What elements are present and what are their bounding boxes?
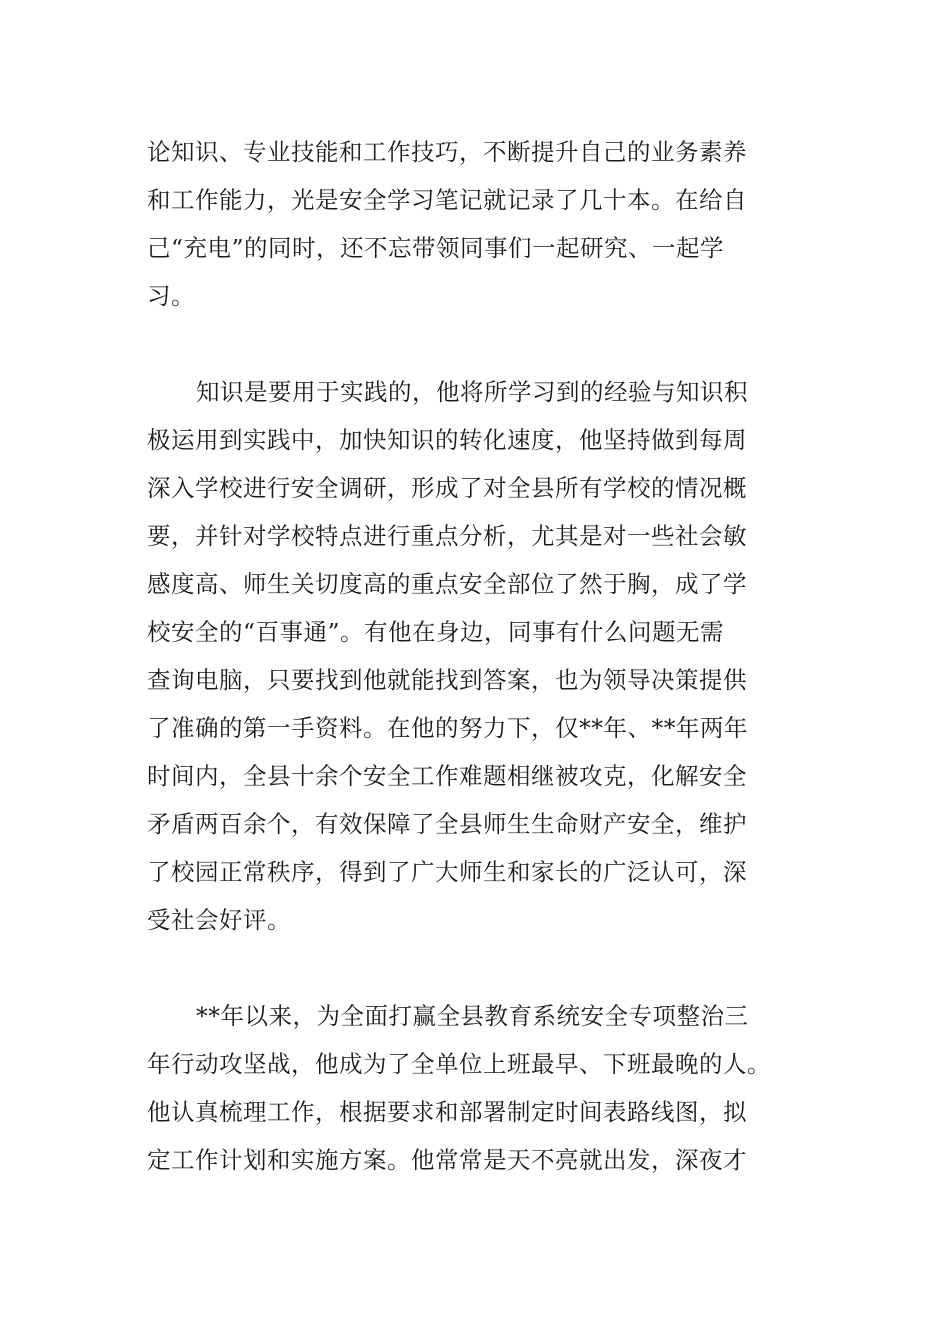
text-line: 习。 <box>147 282 195 310</box>
text-line: 了准确的第一手资料。在他的努力下，仅**年、**年两年 <box>147 714 748 742</box>
text-line: 定工作计划和实施方案。他常常是天不亮就出发，深夜才 <box>147 1146 747 1174</box>
text-line: 查询电脑，只要找到他就能找到答案，也为领导决策提供 <box>147 666 747 694</box>
paragraph-gap <box>147 944 807 992</box>
text-line: 他认真梳理工作，根据要求和部署制定时间表路线图，拟 <box>147 1098 747 1126</box>
text-line: 极运用到实践中，加快知识的转化速度，他坚持做到每周 <box>147 426 747 454</box>
paragraph-1 <box>147 128 807 320</box>
text-line: 要，并针对学校特点进行重点分析，尤其是对一些社会敏 <box>147 522 747 550</box>
text-line: 矛盾两百余个，有效保障了全县师生生命财产安全，维护 <box>147 810 747 838</box>
text-line: 论知识、专业技能和工作技巧，不断提升自己的业务素养 <box>147 138 747 166</box>
text-line: 己“充电”的同时，还不忘带领同事们一起研究、一起学 <box>147 234 725 262</box>
text-line: 感度高、师生关切度高的重点安全部位了然于胸，成了学 <box>147 570 747 598</box>
text-line: 年行动攻坚战，他成为了全单位上班最早、下班最晚的人。 <box>147 1050 771 1078</box>
paragraph-gap <box>147 320 807 368</box>
text-line: **年以来，为全面打赢全县教育系统安全专项整治三 <box>196 1002 749 1030</box>
paragraph-2 <box>147 368 807 944</box>
text-line: 和工作能力，光是安全学习笔记就记录了几十本。在给自 <box>147 186 747 214</box>
text-line: 深入学校进行安全调研，形成了对全县所有学校的情况概 <box>147 474 747 502</box>
document-body <box>147 128 807 1184</box>
text-line: 知识是要用于实践的，他将所学习到的经验与知识积 <box>196 378 748 406</box>
text-line: 校安全的“百事通”。有他在身边，同事有什么问题无需 <box>147 618 725 646</box>
text-line: 时间内，全县十余个安全工作难题相继被攻克，化解安全 <box>147 762 747 790</box>
paragraph-3 <box>147 992 807 1184</box>
text-line: 受社会好评。 <box>147 906 291 934</box>
text-line: 了校园正常秩序，得到了广大师生和家长的广泛认可，深 <box>147 858 747 886</box>
